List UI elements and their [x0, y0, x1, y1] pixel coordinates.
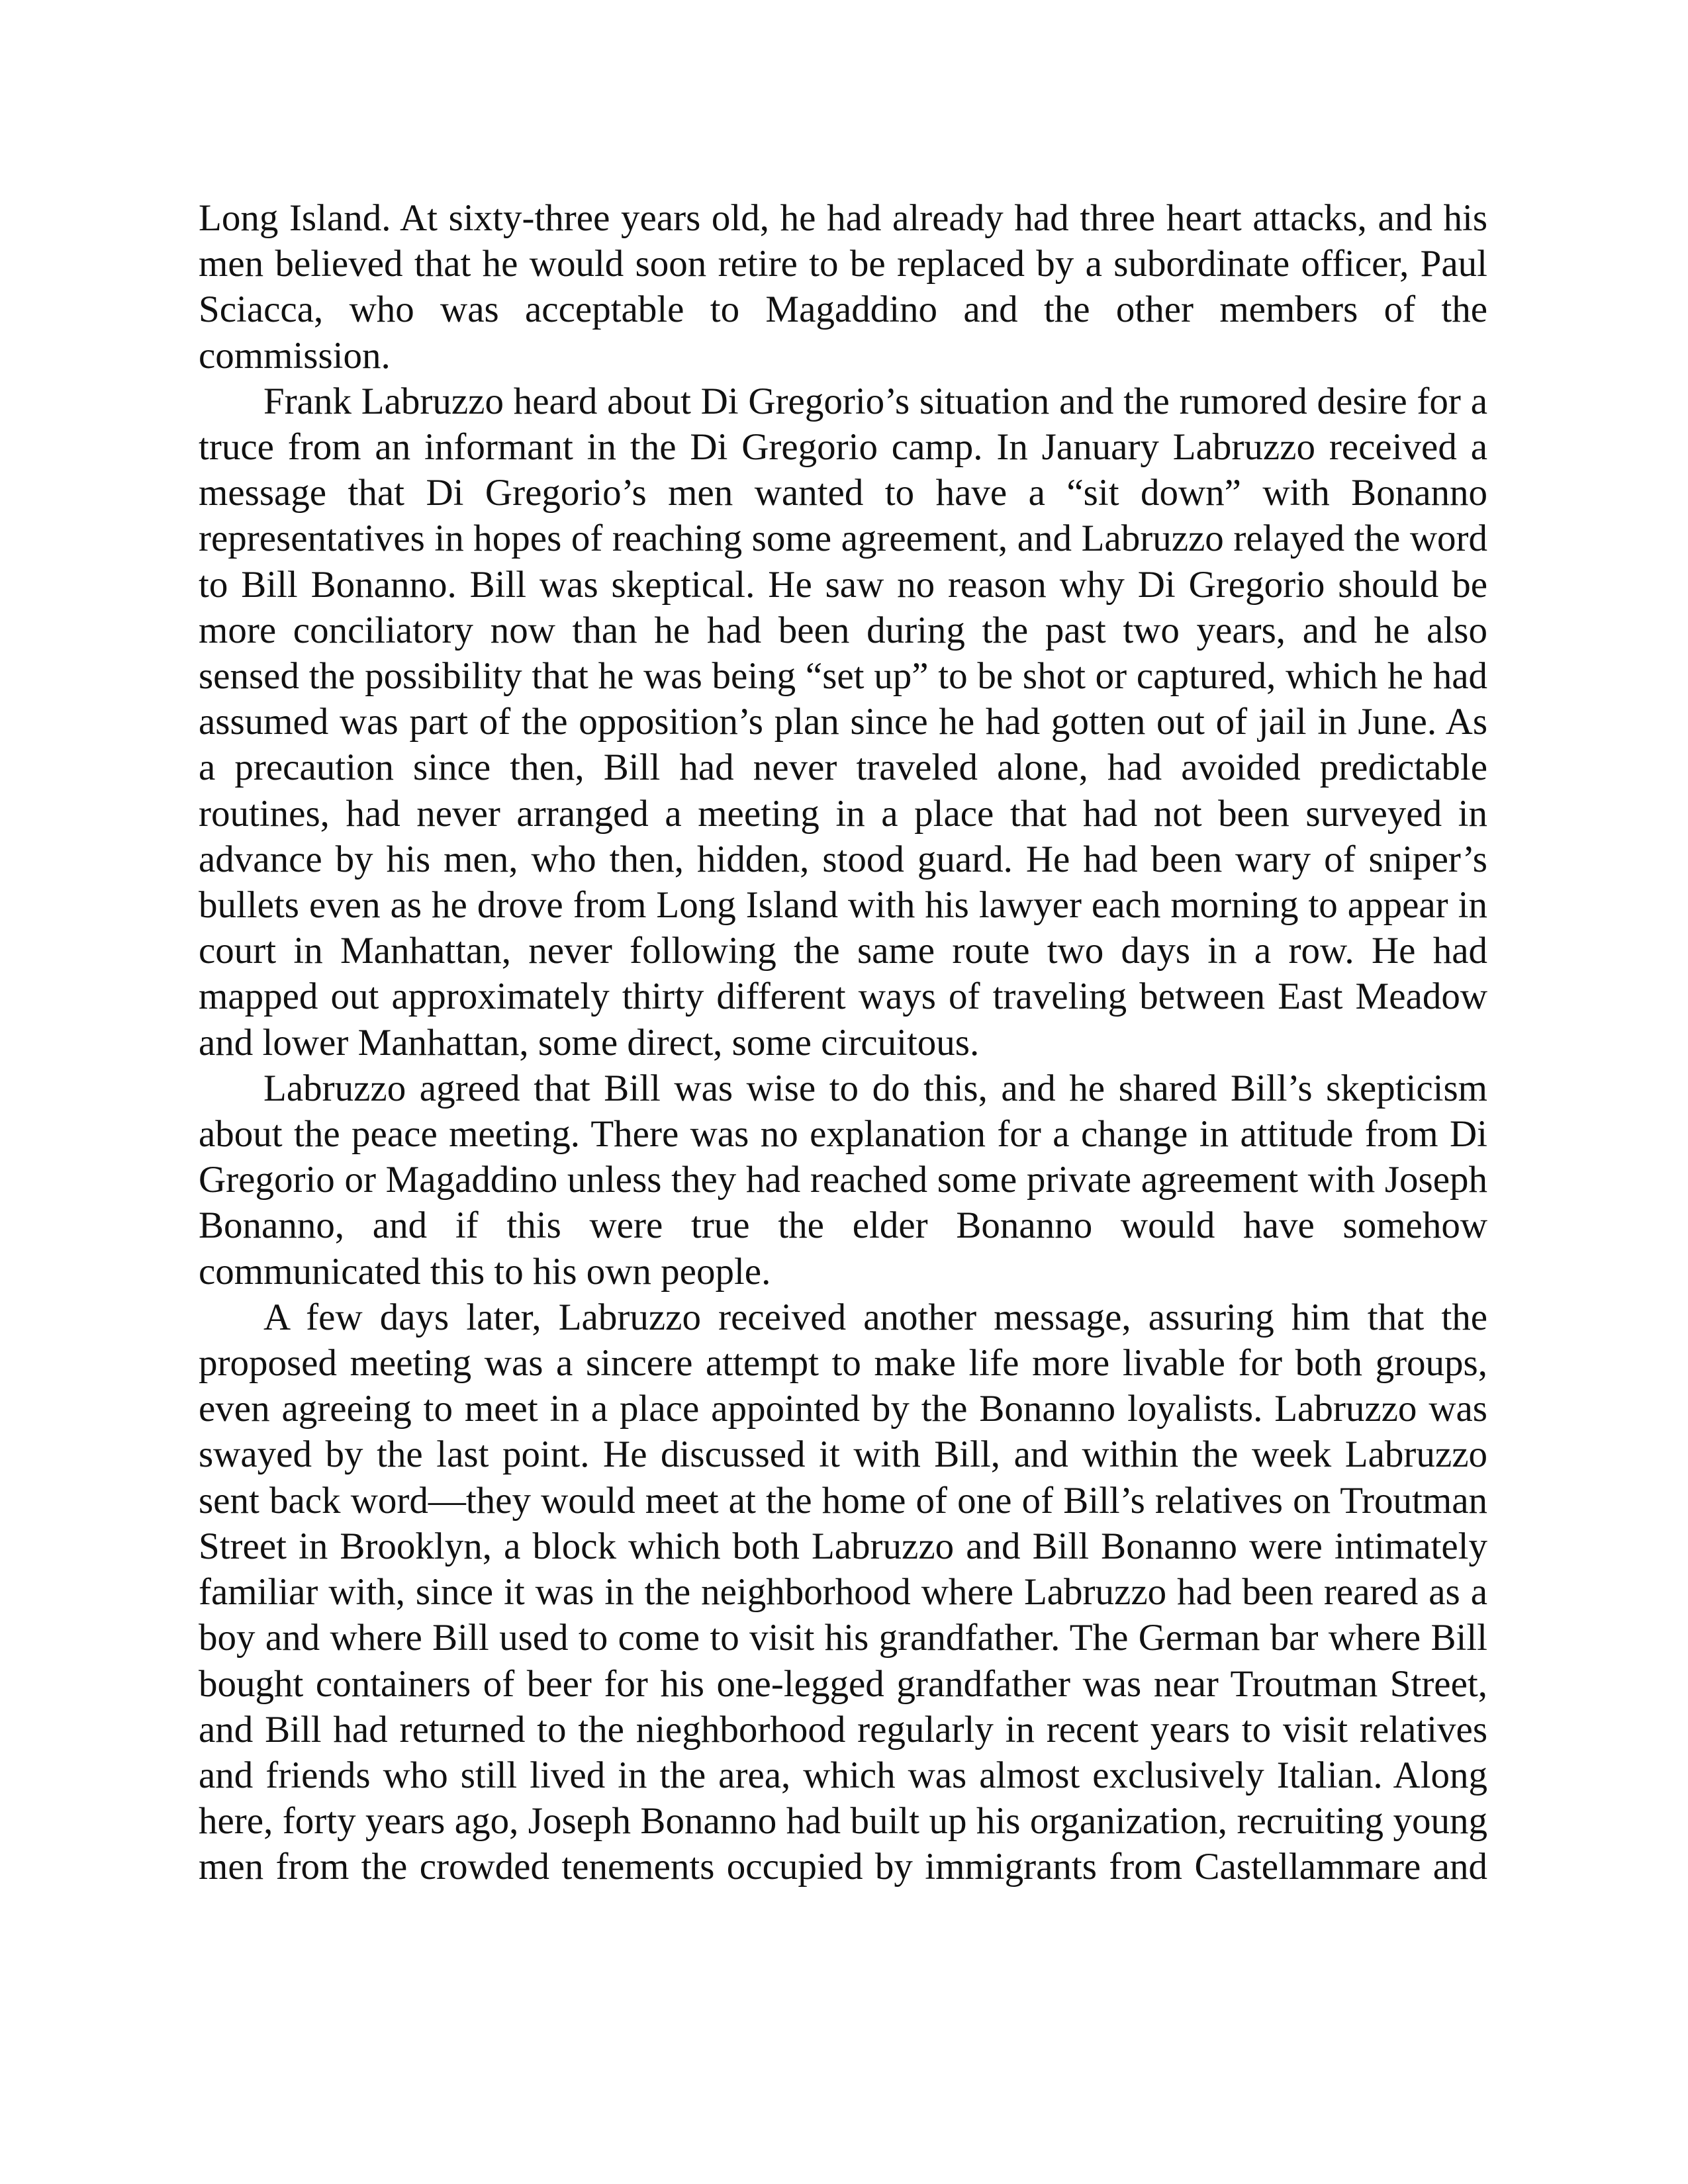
paragraph-3: Labruzzo agreed that Bill was wise to do this, and he shared Bill’s skepticism about the peace meeting. There was no explanation for a change in attitude from Di Gregorio or Magaddino unless they had reached some private agreement with Joseph Bonanno, and if this were true the elder Bonanno would have somehow communicated this to his own people. [199, 1067, 1487, 1293]
paragraph-2: Frank Labruzzo heard about Di Gregorio’s situation and the rumored desire for a truce from an informant in the Di Gregorio camp. In January Labruzzo received a message that Di Gregorio’s men wanted to have a “sit down” with Bonanno representatives in hopes of reaching some agreement, and Labruzzo relayed the word to Bill Bonanno. Bill was skeptical. He saw no reason why Di Gregorio should be more conciliatory now than he had been during the past two years, and he also sensed the possibility that he was being “set up” to be shot or captured, which he had assumed was part of the opposition’s plan since he had gotten out of jail in June. As a precaution since then, Bill had never traveled alone, had avoided predictable routines, had never arranged a meeting in a place that had not been surveyed in advance by his men, who then, hidden, stood guard. He had been wary of sniper’s bullets even as he drove from Long Island with his lawyer each morning to appear in court in Manhattan, never following the same route two days in a row. He had mapped out approximately thirty different ways of traveling between East Meadow and lower Manhattan, some direct, some circuitous. [199, 380, 1487, 1064]
paragraph-4: A few days later, Labruzzo received another message, assuring him that the proposed meeting was a sincere attempt to make life more livable for both groups, even agreeing to meet in a place appointed by the Bonanno loyalists. Labruzzo was swayed by the last point. He discussed it with Bill, and within the week Labruzzo sent back word—they would meet at the home of one of Bill’s relatives on Troutman Street in Brooklyn, a block which both Labruzzo and Bill Bonanno were intimately familiar with, since it was in the neighborhood where Labruzzo had been reared as a boy and where Bill used to come to visit his grandfather. The German bar where Bill bought containers of beer for his one-legged grandfather was near Troutman Street, and Bill had returned to the nieghborhood regularly in recent years to visit relatives and friends who still lived in the area, which was almost exclusively Italian. Along here, forty years ago, Joseph Bonanno had built up his organization, recruiting young men from the crowded tenements occupied by immigrants from Castellammare and [199, 1296, 1487, 1888]
body-text [199, 195, 1487, 1890]
paragraph-1: Long Island. At sixty-three years old, he had already had three heart attacks, and his men believed that he would soon retire to be replaced by a subordinate officer, Paul Sciacca, who was acceptable to Magaddino and the other members of the commission. [199, 197, 1487, 377]
